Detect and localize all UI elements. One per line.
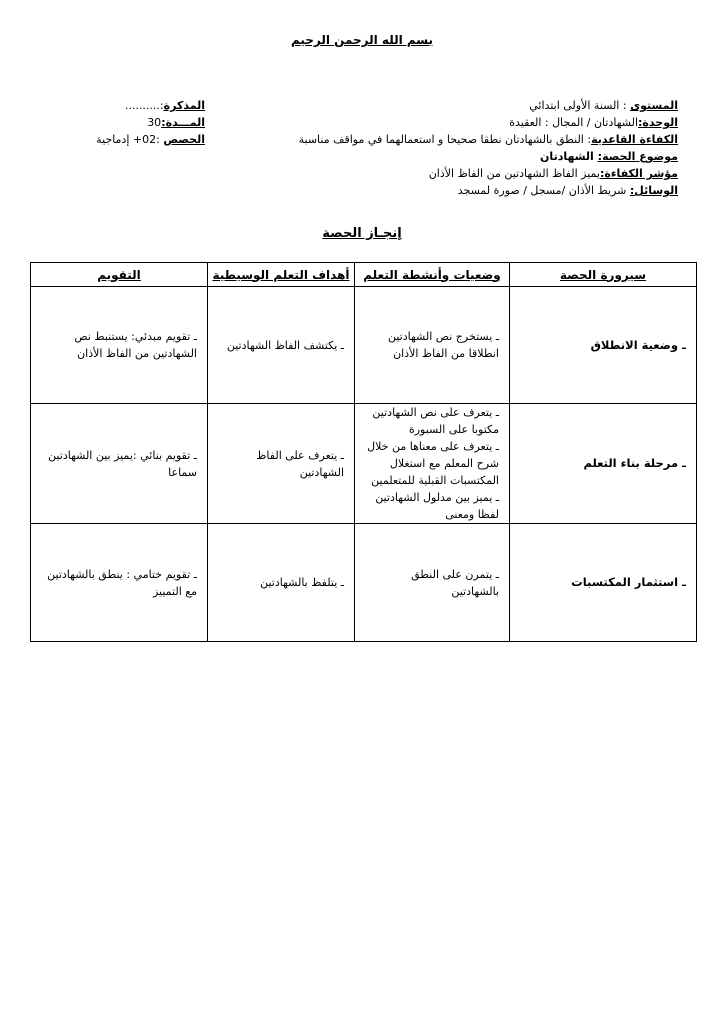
header-objectives: أهداف التعلم الوسيطية: [208, 263, 355, 287]
table-row: [31, 287, 697, 404]
info-label: الوحدة:: [638, 116, 678, 129]
lesson-info-right: [298, 97, 678, 199]
lesson-table: [30, 262, 697, 642]
basmala-text: بسم الله الرحمن الرحيم: [290, 33, 434, 47]
phase-cell: ـ استثمار المكتسبات: [510, 524, 697, 642]
evaluation-cell: [31, 287, 208, 404]
header-activities: وضعيات وأنشطة التعلم: [355, 263, 510, 287]
info-sessions: [90, 131, 205, 148]
table-row: [31, 404, 697, 524]
activities-cell: [355, 524, 510, 642]
activity-line: ـ يميز بين مدلول الشهادتين: [375, 491, 499, 504]
info-unit: [298, 114, 678, 131]
evaluation-line: ـ تقويم ختامي : ينطق بالشهادتين: [47, 567, 197, 581]
info-value: الشهادتان / المجال : العقيدة: [509, 116, 639, 129]
objectives-cell: [208, 524, 355, 642]
activity-line: ـ يتمرن على النطق بالشهادتين: [411, 567, 499, 598]
activity-line: ـ يتعرف على نص الشهادتين: [372, 406, 499, 419]
objective-line: ـ يكتشف الفاظ الشهادتين: [226, 338, 344, 352]
activities-cell: [355, 287, 510, 404]
info-value: 30: [147, 116, 162, 129]
info-label: المذكرة: [163, 99, 205, 112]
header-evaluation: التقويم: [31, 263, 208, 287]
info-value: :02+ إدماجية: [96, 133, 164, 146]
info-topic: [298, 148, 678, 165]
info-value: : السنة الأولى ابتدائي: [529, 99, 631, 112]
info-materials: [298, 182, 678, 199]
evaluation-line: ـ تقويم مبدئي: يستنبط نص: [74, 330, 197, 343]
phase-cell: ـ وضعية الانطلاق: [510, 287, 697, 404]
lesson-info-left: [90, 97, 205, 148]
activity-line: شرح المعلم مع استغلال: [389, 457, 499, 470]
activity-line: انطلاقا من الفاظ الأذان: [393, 347, 499, 360]
table-row: [31, 524, 697, 642]
info-memo: [90, 97, 205, 114]
info-label: المـــدة:: [161, 116, 205, 129]
info-duration: [90, 114, 205, 131]
evaluation-cell: [31, 404, 208, 524]
activity-line: لفظا ومعنى: [445, 508, 499, 521]
info-level: [298, 97, 678, 114]
info-indicator: [298, 165, 678, 182]
activity-line: ـ يتعرف على معناها من خلال: [367, 440, 499, 453]
info-label: المستوى: [630, 99, 678, 112]
info-label: الكفاءة القاعدية: [591, 133, 678, 146]
info-value: يميز الفاظ الشهادتين من الفاظ الأذان: [428, 167, 600, 180]
info-label: الوسائل:: [629, 184, 678, 197]
evaluation-line: مع التمييز: [152, 584, 197, 598]
activity-line: مكتوبا على السبورة: [408, 423, 499, 436]
basmala-heading: [0, 33, 724, 47]
objective-line: ـ يتلفظ بالشهادتين: [260, 576, 344, 589]
info-label: مؤشر الكفاءة:: [599, 167, 678, 180]
evaluation-line: الشهادتين من الفاظ الأذان: [77, 347, 197, 360]
objectives-cell: [208, 404, 355, 524]
table-header-row: [31, 263, 697, 287]
activity-line: المكتسبات القبلية للمتعلمين: [371, 474, 499, 487]
section-title: إنجـاز الحصة: [322, 226, 402, 241]
info-label: الحصص: [163, 133, 205, 146]
info-label: موضوع الحصة:: [597, 150, 678, 163]
header-phase: سيرورة الحصة: [510, 263, 697, 287]
evaluation-cell: [31, 524, 208, 642]
info-value: الشهادتان: [540, 150, 598, 163]
info-value: : النطق بالشهادتان نطقا صحيحا و استعمالهما في مواقف مناسبة: [298, 133, 592, 146]
info-value: :..........: [124, 99, 164, 112]
objective-line: ـ يتعرف على الفاظ الشهادتين: [256, 448, 344, 479]
evaluation-line: سماعا: [168, 465, 197, 479]
activities-cell: [355, 404, 510, 524]
info-value: شريط الأذان /مسجل / صورة لمسجد: [457, 184, 630, 197]
objectives-cell: [208, 287, 355, 404]
activity-line: ـ يستخرج نص الشهادتين: [387, 330, 499, 343]
info-competency: [298, 131, 678, 148]
evaluation-line: ـ تقويم بنائي :يميز بين الشهادتين: [48, 448, 197, 462]
phase-cell: ـ مرحلة بناء التعلم: [510, 404, 697, 524]
